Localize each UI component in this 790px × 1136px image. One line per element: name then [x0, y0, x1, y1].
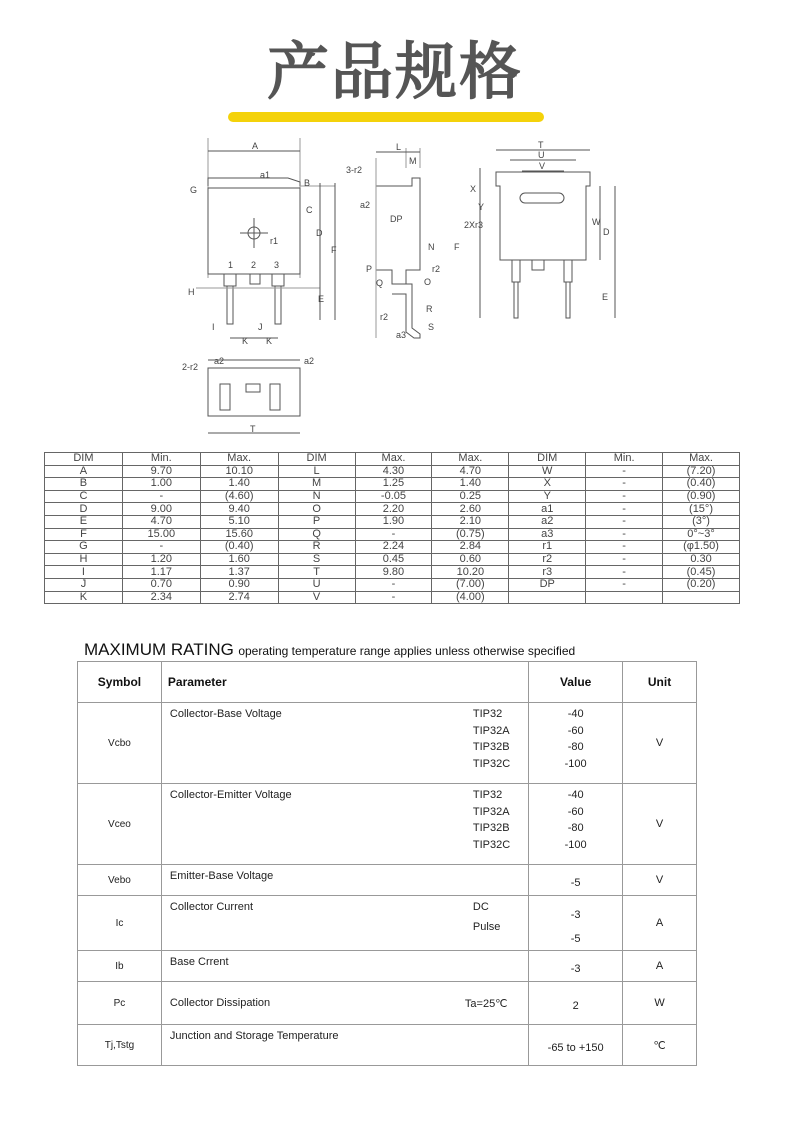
dim-header-cell: Max.	[663, 453, 740, 466]
svg-text:U: U	[538, 150, 545, 160]
dim-cell: O	[278, 503, 355, 516]
dim-cell	[586, 591, 663, 604]
rating-row	[78, 951, 697, 982]
dim-cell: M	[278, 478, 355, 491]
dim-cell: Q	[278, 528, 355, 541]
dim-cell: 5.10	[200, 515, 278, 528]
dim-cell: N	[278, 490, 355, 503]
dim-header-row	[45, 453, 740, 466]
dim-cell: -	[586, 465, 663, 478]
dim-cell: 0.45	[355, 553, 432, 566]
dimension-table	[44, 452, 740, 604]
dim-header-cell: Min.	[122, 453, 200, 466]
dim-cell: D	[45, 503, 123, 516]
dim-cell: 0.25	[432, 490, 509, 503]
dim-cell: 2.20	[355, 503, 432, 516]
rating-value: -5	[570, 877, 581, 889]
dim-cell: 15.00	[122, 528, 200, 541]
rating-model-label: TIP32A	[472, 724, 510, 737]
svg-text:X: X	[470, 184, 477, 194]
rating-value-cell	[529, 1025, 623, 1066]
dim-cell: (0.40)	[663, 478, 740, 491]
dim-cell: (0.20)	[663, 578, 740, 591]
dim-cell: (0.45)	[663, 566, 740, 579]
svg-text:r2: r2	[432, 264, 441, 274]
rating-parameter-name: Collector-Base Voltage	[169, 708, 282, 720]
dim-cell: 4.30	[355, 465, 432, 478]
rating-symbol: Vceo	[78, 784, 162, 865]
rating-value-cell	[529, 865, 623, 896]
parameter-header: Parameter	[161, 662, 528, 703]
rating-symbol: Pc	[78, 982, 162, 1025]
svg-text:2: 2	[251, 260, 257, 270]
rating-row	[78, 703, 697, 784]
dim-cell: 10.20	[432, 566, 509, 579]
dim-cell: S	[278, 553, 355, 566]
dim-cell: -	[586, 578, 663, 591]
dim-row	[45, 591, 740, 604]
dim-cell: 4.70	[432, 465, 509, 478]
rating-parameter-cell	[161, 1025, 528, 1066]
rating-row	[78, 865, 697, 896]
dim-header-cell: Min.	[586, 453, 663, 466]
svg-text:H: H	[188, 287, 195, 297]
dim-cell: Y	[509, 490, 586, 503]
rating-value: 2	[572, 1000, 579, 1012]
dim-cell: -	[355, 591, 432, 604]
rating-model-label: Pulse	[472, 921, 501, 933]
svg-text:R: R	[426, 304, 433, 314]
dim-row	[45, 566, 740, 579]
dim-cell: -	[122, 490, 200, 503]
rating-value: -100	[564, 757, 587, 770]
dim-cell: a1	[509, 503, 586, 516]
rating-value-cell	[529, 951, 623, 982]
svg-text:J: J	[258, 322, 263, 332]
dim-cell: (0.90)	[663, 490, 740, 503]
dim-cell: E	[45, 515, 123, 528]
svg-text:Q: Q	[376, 278, 384, 288]
package-outline-drawing	[170, 138, 620, 438]
dim-cell: (0.75)	[432, 528, 509, 541]
rating-unit: V	[623, 784, 697, 865]
dim-cell: 1.25	[355, 478, 432, 491]
dim-cell: 1.17	[122, 566, 200, 579]
dim-cell: -	[586, 528, 663, 541]
rating-model-label: TIP32	[472, 789, 503, 801]
rating-value: -5	[570, 933, 581, 945]
dim-cell: 1.40	[432, 478, 509, 491]
dim-row	[45, 541, 740, 554]
dim-cell: r2	[509, 553, 586, 566]
dim-cell: 1.60	[200, 553, 278, 566]
rating-parameter-name: Collector-Emitter Voltage	[169, 789, 292, 801]
dim-cell: (3°)	[663, 515, 740, 528]
dim-cell: -	[355, 528, 432, 541]
svg-text:3: 3	[274, 260, 280, 270]
dim-cell	[509, 591, 586, 604]
svg-text:a1: a1	[260, 170, 271, 180]
svg-text:P: P	[366, 264, 373, 274]
svg-text:T: T	[538, 140, 544, 150]
dim-cell: 2.60	[432, 503, 509, 516]
dim-cell: 1.20	[122, 553, 200, 566]
svg-text:C: C	[306, 205, 313, 215]
dim-cell: a2	[509, 515, 586, 528]
dim-cell: 1.37	[200, 566, 278, 579]
rating-symbol: Ic	[78, 896, 162, 951]
dim-cell: -	[586, 490, 663, 503]
dim-cell: U	[278, 578, 355, 591]
svg-text:A: A	[252, 141, 259, 151]
dim-cell: 9.80	[355, 566, 432, 579]
dim-row	[45, 465, 740, 478]
dim-cell: -	[586, 541, 663, 554]
svg-text:I: I	[212, 322, 215, 332]
dim-cell: 2.84	[432, 541, 509, 554]
svg-text:Y: Y	[478, 202, 485, 212]
dim-cell: I	[45, 566, 123, 579]
svg-text:B: B	[304, 178, 311, 188]
value-header: Value	[529, 662, 623, 703]
rating-model-label: Ta=25℃	[464, 998, 508, 1010]
dim-cell: r1	[509, 541, 586, 554]
rating-unit: V	[623, 865, 697, 896]
dim-cell: 0.90	[200, 578, 278, 591]
dim-cell: 15.60	[200, 528, 278, 541]
rating-model-label: TIP32B	[472, 741, 510, 753]
svg-text:L: L	[396, 142, 402, 152]
svg-text:2Xr3: 2Xr3	[464, 220, 484, 230]
dim-cell: V	[278, 591, 355, 604]
dim-cell: H	[45, 553, 123, 566]
dim-cell: L	[278, 465, 355, 478]
dim-header-cell: DIM	[45, 453, 123, 466]
dim-cell: 9.00	[122, 503, 200, 516]
rating-value-cell	[529, 703, 623, 784]
max-rating-heading	[84, 640, 575, 660]
dim-row	[45, 515, 740, 528]
dim-row	[45, 503, 740, 516]
rating-parameter-name: Collector Current	[169, 901, 254, 913]
page-title: 产品规格	[266, 35, 523, 108]
dim-cell: K	[45, 591, 123, 604]
svg-text:E: E	[602, 292, 609, 302]
dim-cell	[663, 591, 740, 604]
svg-text:F: F	[454, 242, 460, 252]
svg-text:W: W	[592, 217, 601, 227]
svg-text:E: E	[318, 294, 325, 304]
rating-value: -60	[567, 724, 584, 737]
dim-cell: 1.90	[355, 515, 432, 528]
rating-value: -80	[567, 741, 584, 753]
dim-cell: DP	[509, 578, 586, 591]
rating-model-label: TIP32C	[472, 838, 511, 851]
dim-cell: (φ1.50)	[663, 541, 740, 554]
svg-text:F: F	[331, 245, 337, 255]
dim-cell: (0.40)	[200, 541, 278, 554]
dim-cell: B	[45, 478, 123, 491]
rating-model-label: TIP32B	[472, 822, 510, 834]
svg-text:r1: r1	[270, 236, 279, 246]
dim-cell: (4.60)	[200, 490, 278, 503]
svg-text:D: D	[316, 228, 323, 238]
dim-cell: X	[509, 478, 586, 491]
dim-cell: (7.20)	[663, 465, 740, 478]
rating-parameter-name: Junction and Storage Temperature	[169, 1030, 339, 1042]
svg-text:T: T	[250, 424, 256, 434]
svg-text:r2: r2	[380, 312, 389, 322]
dim-header-cell: Max.	[200, 453, 278, 466]
rating-unit: W	[623, 982, 697, 1025]
dim-header-cell: DIM	[278, 453, 355, 466]
dim-cell: 0°~3°	[663, 528, 740, 541]
dim-cell: -	[355, 578, 432, 591]
dim-cell: -	[122, 541, 200, 554]
svg-text:a2: a2	[304, 356, 315, 366]
rating-value: -60	[567, 805, 584, 818]
dim-cell: 1.00	[122, 478, 200, 491]
dim-cell: 0.70	[122, 578, 200, 591]
rating-row	[78, 1025, 697, 1066]
max-rating-table	[77, 661, 697, 1066]
rating-value-cell	[529, 982, 623, 1025]
svg-text:a2: a2	[360, 200, 371, 210]
dim-cell: 9.70	[122, 465, 200, 478]
dim-cell: 2.74	[200, 591, 278, 604]
rating-symbol: Vcbo	[78, 703, 162, 784]
rating-parameter-name: Collector Dissipation	[169, 997, 271, 1009]
rating-model-label: TIP32	[472, 708, 503, 720]
dim-header-cell: Max.	[355, 453, 432, 466]
rating-model-label: TIP32C	[472, 757, 511, 770]
rating-model-label: DC	[472, 901, 489, 913]
rating-value-cell	[529, 784, 623, 865]
svg-text:DP: DP	[390, 214, 403, 224]
rating-parameter-cell	[161, 896, 528, 951]
ratings-header-row	[78, 662, 697, 703]
dim-row	[45, 553, 740, 566]
svg-text:2-r2: 2-r2	[182, 362, 199, 372]
dim-row	[45, 528, 740, 541]
dim-cell: r3	[509, 566, 586, 579]
dim-row	[45, 578, 740, 591]
dim-cell: 10.10	[200, 465, 278, 478]
dim-cell: G	[45, 541, 123, 554]
dim-cell: F	[45, 528, 123, 541]
svg-text:a2: a2	[214, 356, 225, 366]
max-rating-title: MAXIMUM RATING	[84, 640, 234, 659]
dim-cell: P	[278, 515, 355, 528]
dim-cell: 1.40	[200, 478, 278, 491]
rating-row	[78, 784, 697, 865]
dim-cell: W	[509, 465, 586, 478]
dim-cell: -	[586, 553, 663, 566]
rating-parameter-cell	[161, 703, 528, 784]
dim-row	[45, 490, 740, 503]
dim-cell: 0.30	[663, 553, 740, 566]
symbol-header: Symbol	[78, 662, 162, 703]
svg-text:O: O	[424, 277, 432, 287]
svg-text:1: 1	[228, 260, 234, 270]
svg-text:S: S	[428, 322, 435, 332]
unit-header: Unit	[623, 662, 697, 703]
rating-value: -3	[570, 909, 581, 921]
dim-cell: (4.00)	[432, 591, 509, 604]
svg-text:3-r2: 3-r2	[346, 165, 363, 175]
rating-value: -100	[564, 838, 587, 851]
dim-cell: 2.10	[432, 515, 509, 528]
svg-text:D: D	[603, 227, 610, 237]
dim-cell: -0.05	[355, 490, 432, 503]
rating-unit: A	[623, 896, 697, 951]
svg-text:G: G	[190, 185, 198, 195]
dim-header-cell: Max.	[432, 453, 509, 466]
dim-cell: -	[586, 503, 663, 516]
rating-parameter-cell	[161, 865, 528, 896]
rating-unit: A	[623, 951, 697, 982]
rating-value: -65 to +150	[547, 1042, 604, 1054]
rating-symbol: Tj,Tstg	[78, 1025, 162, 1066]
dim-cell: (15°)	[663, 503, 740, 516]
svg-text:N: N	[428, 242, 435, 252]
rating-parameter-cell	[161, 784, 528, 865]
dim-cell: J	[45, 578, 123, 591]
rating-parameter-cell	[161, 982, 528, 1025]
dim-row	[45, 478, 740, 491]
dim-header-cell: DIM	[509, 453, 586, 466]
rating-parameter-name: Emitter-Base Voltage	[169, 870, 274, 882]
dim-cell: a3	[509, 528, 586, 541]
dim-cell: (7.00)	[432, 578, 509, 591]
rating-value: -3	[570, 963, 581, 975]
rating-value: -80	[567, 822, 584, 834]
dim-cell: C	[45, 490, 123, 503]
svg-text:a3: a3	[396, 330, 407, 340]
rating-value: -40	[567, 708, 584, 720]
rating-symbol: Ib	[78, 951, 162, 982]
dim-cell: A	[45, 465, 123, 478]
max-rating-note: operating temperature range applies unless otherwise specified	[238, 644, 576, 658]
svg-text:V: V	[539, 161, 546, 171]
title-underline	[228, 112, 544, 122]
dim-cell: -	[586, 478, 663, 491]
dim-cell: 4.70	[122, 515, 200, 528]
rating-value: -40	[567, 789, 584, 801]
dim-cell: 0.60	[432, 553, 509, 566]
rating-parameter-cell	[161, 951, 528, 982]
dim-cell: -	[586, 515, 663, 528]
dim-cell: 2.34	[122, 591, 200, 604]
svg-text:M: M	[409, 156, 417, 166]
rating-row	[78, 982, 697, 1025]
dim-cell: T	[278, 566, 355, 579]
svg-text:K: K	[266, 336, 273, 346]
rating-parameter-name: Base Crrent	[169, 956, 229, 968]
rating-unit: ℃	[623, 1025, 697, 1066]
rating-unit: V	[623, 703, 697, 784]
rating-row	[78, 896, 697, 951]
rating-symbol: Vebo	[78, 865, 162, 896]
dim-cell: 9.40	[200, 503, 278, 516]
svg-text:K: K	[242, 336, 249, 346]
dim-cell: R	[278, 541, 355, 554]
dim-cell: 2.24	[355, 541, 432, 554]
dim-cell: -	[586, 566, 663, 579]
rating-model-label: TIP32A	[472, 805, 510, 818]
rating-value-cell	[529, 896, 623, 951]
